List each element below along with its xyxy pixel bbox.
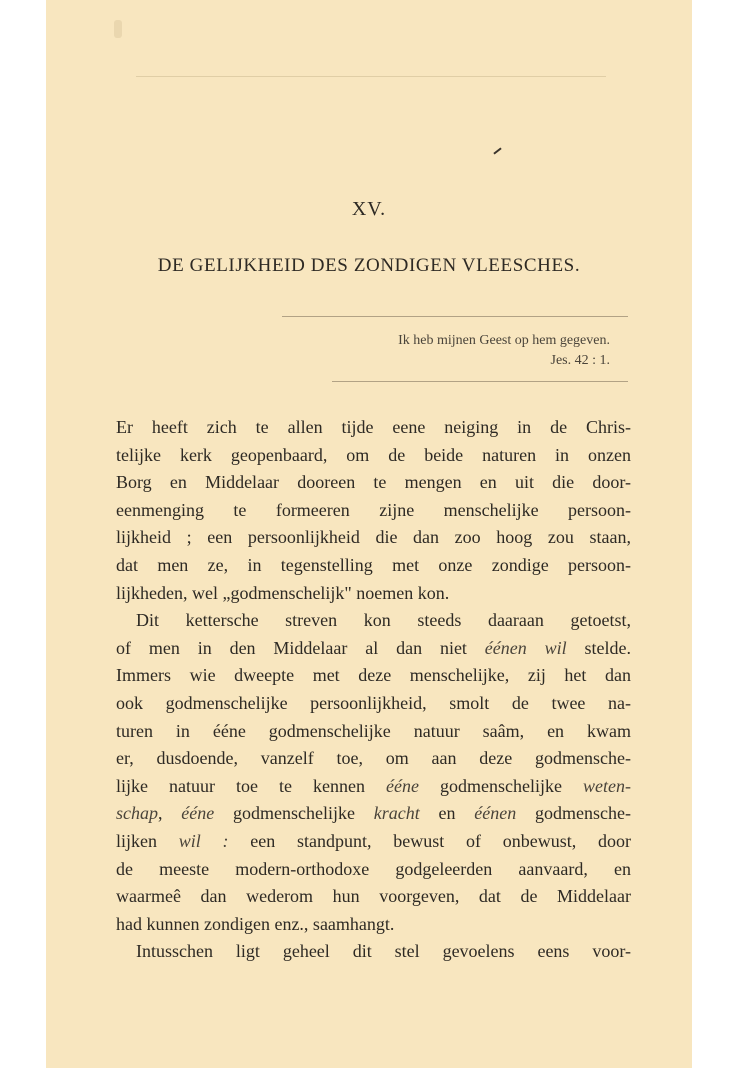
epigraph-text: Ik heb mijnen Geest op hem gegeven.: [398, 333, 610, 348]
text-line: [116, 800, 631, 828]
italic-segment: éénen wil: [484, 637, 567, 658]
text-line: [116, 883, 631, 911]
epigraph-bottom-rule: [332, 381, 628, 382]
text-line: [116, 718, 631, 746]
text-line: [116, 552, 631, 580]
page-smudge: [114, 20, 122, 38]
text-segment: lijkheden, wel „godmenschelijk" noemen kon.: [116, 582, 450, 603]
epigraph: [398, 331, 610, 371]
text-segment: er, dusdoende, vanzelf toe, om aan deze godmensche-: [116, 748, 631, 769]
chapter-title: DE GELIJKHEID DES ZONDIGEN VLEESCHES.: [157, 255, 581, 276]
text-segment: lijkheid ; een persoonlijkheid die dan zoo hoog zou staan,: [116, 527, 631, 548]
text-segment: had kunnen zondigen enz., saamhangt.: [116, 913, 395, 934]
italic-segment: weten-: [583, 775, 632, 796]
italic-segment: ééne: [386, 775, 420, 796]
faint-bleedthrough-line: [136, 76, 606, 77]
text-line: [116, 635, 631, 663]
text-segment: eenmenging te formeeren zijne menschelijke persoon-: [116, 499, 631, 520]
italic-segment: kracht: [373, 803, 420, 824]
epigraph-top-rule: [282, 316, 628, 317]
text-segment: Dit kettersche streven kon steeds daaraan getoetst,: [136, 610, 631, 631]
italic-segment: ééne: [181, 803, 215, 824]
book-page: [46, 0, 692, 1068]
text-line: [116, 662, 631, 690]
text-segment: stelde.: [566, 637, 631, 658]
text-line: [116, 856, 631, 884]
text-line: [116, 524, 631, 552]
text-line: [116, 607, 631, 635]
text-segment: dat men ze, in tegenstelling met onze zondige persoon-: [116, 554, 631, 575]
text-segment: of men in den Middelaar al dan niet: [116, 637, 485, 658]
text-line: [116, 911, 631, 939]
text-line: [116, 773, 631, 801]
ink-mark: [493, 147, 501, 154]
epigraph-reference: Jes. 42 : 1.: [550, 353, 610, 368]
text-segment: godmensche-: [516, 803, 632, 824]
italic-segment: wil :: [178, 830, 229, 851]
italic-segment: éénen: [474, 803, 517, 824]
text-segment: Borg en Middelaar dooreen te mengen en uit die door-: [116, 472, 631, 493]
text-line: [116, 690, 631, 718]
italic-segment: schap: [116, 803, 158, 824]
text-segment: ook godmenschelijke persoonlijkheid, smolt de twee na-: [116, 692, 631, 713]
text-segment: godmenschelijke: [214, 803, 374, 824]
text-line: [116, 442, 631, 470]
text-segment: lijken: [116, 830, 179, 851]
text-segment: godmenschelijke: [419, 775, 584, 796]
text-segment: Intusschen ligt geheel dit stel gevoelens eens voor-: [136, 941, 631, 962]
text-line: [116, 469, 631, 497]
text-line: [116, 497, 631, 525]
text-line: [116, 414, 631, 442]
text-segment: ,: [158, 803, 182, 824]
text-segment: de meeste modern-orthodoxe godgeleerden aanvaard, en: [116, 858, 631, 879]
text-segment: en: [419, 803, 475, 824]
body-text: [116, 414, 631, 966]
text-line: [116, 938, 631, 966]
text-segment: telijke kerk geopenbaard, om de beide naturen in onzen: [116, 444, 631, 465]
text-segment: turen in ééne godmenschelijke natuur saâm, en kwam: [116, 720, 631, 741]
text-segment: lijke natuur toe te kennen: [116, 775, 387, 796]
text-line: [116, 745, 631, 773]
text-segment: een standpunt, bewust of onbewust, door: [228, 830, 631, 851]
text-segment: Er heeft zich te allen tijde eene neiging in de Chris-: [116, 417, 631, 437]
chapter-number: XV.: [351, 198, 387, 220]
text-segment: Immers wie dweepte met deze menschelijke, zij het dan: [116, 665, 631, 686]
text-line: [116, 580, 631, 608]
text-segment: waarmeê dan wederom hun voorgeven, dat de Middelaar: [116, 886, 631, 907]
text-line: [116, 828, 631, 856]
